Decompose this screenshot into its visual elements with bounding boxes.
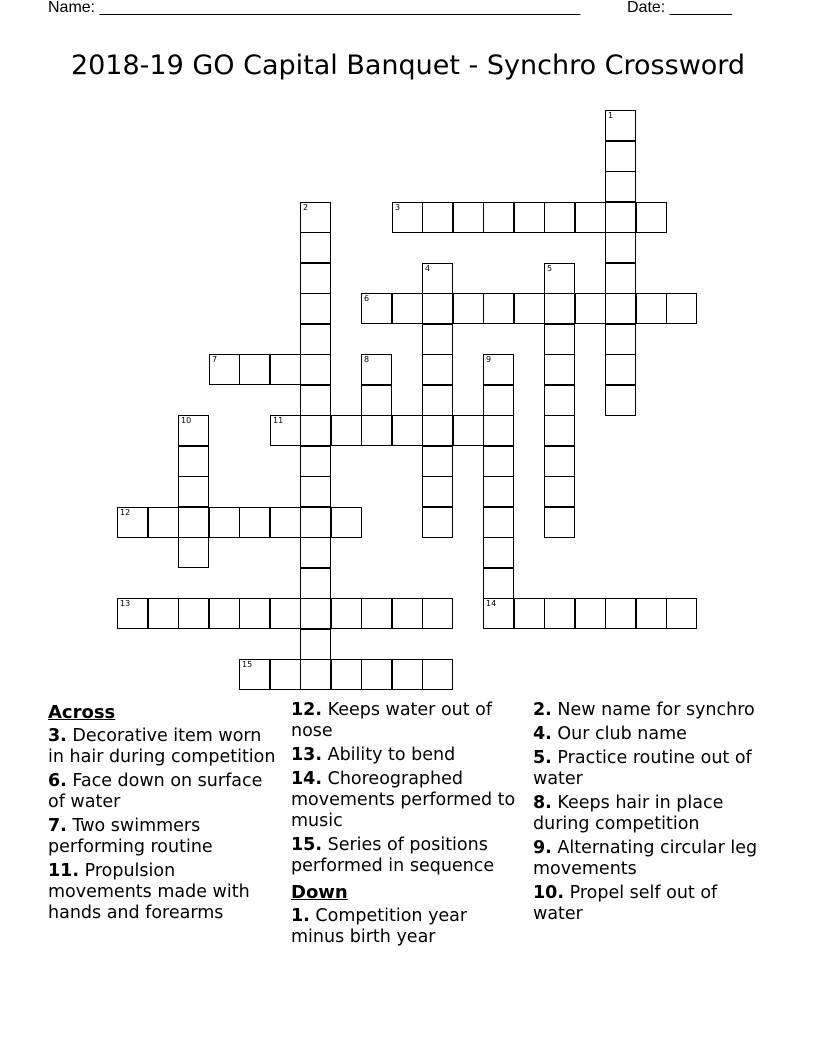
- clue-down-1: 1. Competition year minus birth year: [291, 906, 468, 947]
- grid-cell[interactable]: [392, 293, 423, 324]
- clue-across-11: 11. Propulsion movements made with hands and forearms: [48, 861, 250, 923]
- grid-cell[interactable]: [666, 293, 697, 324]
- grid-cell[interactable]: [300, 446, 331, 477]
- grid-cell[interactable]: [300, 629, 331, 660]
- cell-number: 4: [425, 264, 431, 273]
- grid-cell[interactable]: [361, 354, 392, 385]
- grid-cell[interactable]: [331, 507, 362, 538]
- clue-across-7: 7. Two swimmers performing routine: [48, 816, 213, 857]
- grid-cell[interactable]: [605, 232, 636, 263]
- grid-cell[interactable]: [636, 293, 667, 324]
- grid-cell[interactable]: [209, 354, 240, 385]
- grid-cell[interactable]: [422, 263, 453, 294]
- clue-column-2: [291, 700, 521, 951]
- grid-cell[interactable]: [422, 476, 453, 507]
- grid-cell[interactable]: [666, 598, 697, 629]
- grid-cell[interactable]: [514, 598, 545, 629]
- grid-cell[interactable]: [605, 141, 636, 172]
- grid-cell[interactable]: [544, 354, 575, 385]
- grid-cell[interactable]: [544, 476, 575, 507]
- grid-cell[interactable]: [300, 415, 331, 446]
- grid-cell[interactable]: [178, 476, 209, 507]
- grid-cell[interactable]: [605, 598, 636, 629]
- cell-number: 7: [212, 355, 218, 364]
- cell-number: 12: [120, 508, 131, 517]
- grid-cell[interactable]: [422, 659, 453, 690]
- across-heading: Across: [48, 702, 116, 723]
- grid-cell[interactable]: [544, 446, 575, 477]
- grid-cell[interactable]: [178, 446, 209, 477]
- cell-number: 6: [364, 294, 370, 303]
- grid-cell[interactable]: [239, 507, 270, 538]
- name-line[interactable]: ______________________________________________________: [99, 0, 581, 16]
- grid-cell[interactable]: [605, 202, 636, 233]
- clue-down-9: 9. Alternating circular leg movements: [533, 838, 758, 879]
- grid-cell[interactable]: [422, 354, 453, 385]
- grid-cell[interactable]: [148, 598, 179, 629]
- cell-number: 3: [395, 203, 401, 212]
- clue-column-3: [533, 700, 763, 928]
- grid-cell[interactable]: [300, 202, 331, 233]
- grid-cell[interactable]: [300, 568, 331, 599]
- grid-cell[interactable]: [514, 293, 545, 324]
- grid-cell[interactable]: [544, 324, 575, 355]
- grid-cell[interactable]: [483, 293, 514, 324]
- grid-cell[interactable]: [605, 171, 636, 202]
- grid-cell[interactable]: [483, 537, 514, 568]
- grid-cell[interactable]: [575, 293, 606, 324]
- grid-cell[interactable]: [422, 415, 453, 446]
- grid-cell[interactable]: [300, 385, 331, 416]
- grid-cell[interactable]: [239, 354, 270, 385]
- grid-cell[interactable]: [483, 446, 514, 477]
- grid-cell[interactable]: [483, 354, 514, 385]
- grid-cell[interactable]: [270, 415, 301, 446]
- grid-cell[interactable]: [239, 659, 270, 690]
- grid-cell[interactable]: [209, 507, 240, 538]
- grid-cell[interactable]: [117, 598, 148, 629]
- grid-cell[interactable]: [361, 415, 392, 446]
- grid-cell[interactable]: [605, 324, 636, 355]
- grid-cell[interactable]: [605, 385, 636, 416]
- grid-cell[interactable]: [392, 659, 423, 690]
- grid-cell[interactable]: [300, 537, 331, 568]
- date-label: Date:: [627, 0, 666, 16]
- grid-cell[interactable]: [270, 598, 301, 629]
- grid-cell[interactable]: [331, 415, 362, 446]
- cell-number: 1: [608, 111, 614, 120]
- grid-cell[interactable]: [209, 598, 240, 629]
- grid-cell[interactable]: [422, 202, 453, 233]
- grid-cell[interactable]: [270, 507, 301, 538]
- grid-cell[interactable]: [178, 537, 209, 568]
- cell-number: 8: [364, 355, 370, 364]
- cell-number: 10: [181, 416, 192, 425]
- grid-cell[interactable]: [605, 263, 636, 294]
- grid-cell[interactable]: [483, 476, 514, 507]
- grid-cell[interactable]: [178, 415, 209, 446]
- grid-cell[interactable]: [300, 598, 331, 629]
- grid-cell[interactable]: [331, 598, 362, 629]
- grid-cell[interactable]: [605, 293, 636, 324]
- clue-across-12: 12. Keeps water out of nose: [291, 700, 493, 741]
- cell-number: 13: [120, 599, 131, 608]
- grid-cell[interactable]: [422, 385, 453, 416]
- grid-cell[interactable]: [575, 202, 606, 233]
- grid-cell[interactable]: [148, 507, 179, 538]
- clue-column-1: [48, 700, 278, 927]
- grid-cell[interactable]: [300, 507, 331, 538]
- grid-cell[interactable]: [453, 202, 484, 233]
- clue-across-3: 3. Decorative item worn in hair during competition: [48, 726, 276, 767]
- grid-cell[interactable]: [300, 659, 331, 690]
- grid-cell[interactable]: [270, 354, 301, 385]
- grid-cell[interactable]: [483, 568, 514, 599]
- grid-cell[interactable]: [483, 385, 514, 416]
- cell-number: 2: [303, 203, 309, 212]
- grid-cell[interactable]: [544, 263, 575, 294]
- grid-cell[interactable]: [605, 110, 636, 141]
- grid-cell[interactable]: [544, 202, 575, 233]
- grid-cell[interactable]: [636, 598, 667, 629]
- grid-cell[interactable]: [361, 659, 392, 690]
- clue-across-15: 15. Series of positions performed in sequence: [291, 835, 495, 876]
- grid-cell[interactable]: [392, 598, 423, 629]
- grid-cell[interactable]: [483, 202, 514, 233]
- grid-cell[interactable]: [270, 659, 301, 690]
- clue-across-14: 14. Choreographed movements performed to music: [291, 769, 516, 831]
- grid-cell[interactable]: [422, 507, 453, 538]
- grid-cell[interactable]: [392, 202, 423, 233]
- grid-cell[interactable]: [422, 446, 453, 477]
- cell-number: 9: [486, 355, 492, 364]
- grid-cell[interactable]: [544, 507, 575, 538]
- grid-cell[interactable]: [300, 263, 331, 294]
- grid-cell[interactable]: [544, 293, 575, 324]
- grid-cell[interactable]: [483, 598, 514, 629]
- grid-cell[interactable]: [300, 354, 331, 385]
- cell-number: 15: [242, 660, 253, 669]
- clue-down-2: 2. New name for synchro: [533, 700, 755, 720]
- clue-across-6: 6. Face down on surface of water: [48, 771, 263, 812]
- date-line[interactable]: _______: [669, 0, 732, 16]
- grid-cell[interactable]: [239, 598, 270, 629]
- clue-down-10: 10. Propel self out of water: [533, 883, 718, 924]
- grid-cell[interactable]: [300, 476, 331, 507]
- name-label: Name:: [48, 0, 96, 16]
- grid-cell[interactable]: [117, 507, 148, 538]
- grid-cell[interactable]: [544, 598, 575, 629]
- grid-cell[interactable]: [300, 324, 331, 355]
- grid-cell[interactable]: [453, 293, 484, 324]
- grid-cell[interactable]: [483, 415, 514, 446]
- grid-cell[interactable]: [361, 385, 392, 416]
- grid-cell[interactable]: [300, 293, 331, 324]
- grid-cell[interactable]: [392, 415, 423, 446]
- grid-cell[interactable]: [514, 202, 545, 233]
- grid-cell[interactable]: [178, 598, 209, 629]
- cell-number: 14: [486, 599, 497, 608]
- grid-cell[interactable]: [178, 507, 209, 538]
- grid-cell[interactable]: [422, 598, 453, 629]
- grid-cell[interactable]: [605, 354, 636, 385]
- grid-cell[interactable]: [483, 507, 514, 538]
- grid-cell[interactable]: [300, 232, 331, 263]
- grid-cell[interactable]: [361, 598, 392, 629]
- grid-cell[interactable]: [453, 415, 484, 446]
- clue-down-4: 4. Our club name: [533, 724, 687, 744]
- page-title: 2018-19 GO Capital Banquet - Synchro Crossword: [70, 50, 746, 81]
- clue-across-13: 13. Ability to bend: [291, 745, 456, 765]
- grid-cell[interactable]: [636, 202, 667, 233]
- grid-cell[interactable]: [544, 415, 575, 446]
- grid-cell[interactable]: [361, 293, 392, 324]
- clue-down-5: 5. Practice routine out of water: [533, 748, 752, 789]
- grid-cell[interactable]: [331, 659, 362, 690]
- cell-number: 5: [547, 264, 553, 273]
- clue-down-8: 8. Keeps hair in place during competition: [533, 793, 724, 834]
- cell-number: 11: [273, 416, 284, 425]
- down-heading: Down: [291, 882, 348, 903]
- grid-cell[interactable]: [422, 293, 453, 324]
- grid-cell[interactable]: [422, 324, 453, 355]
- grid-cell[interactable]: [575, 598, 606, 629]
- grid-cell[interactable]: [544, 385, 575, 416]
